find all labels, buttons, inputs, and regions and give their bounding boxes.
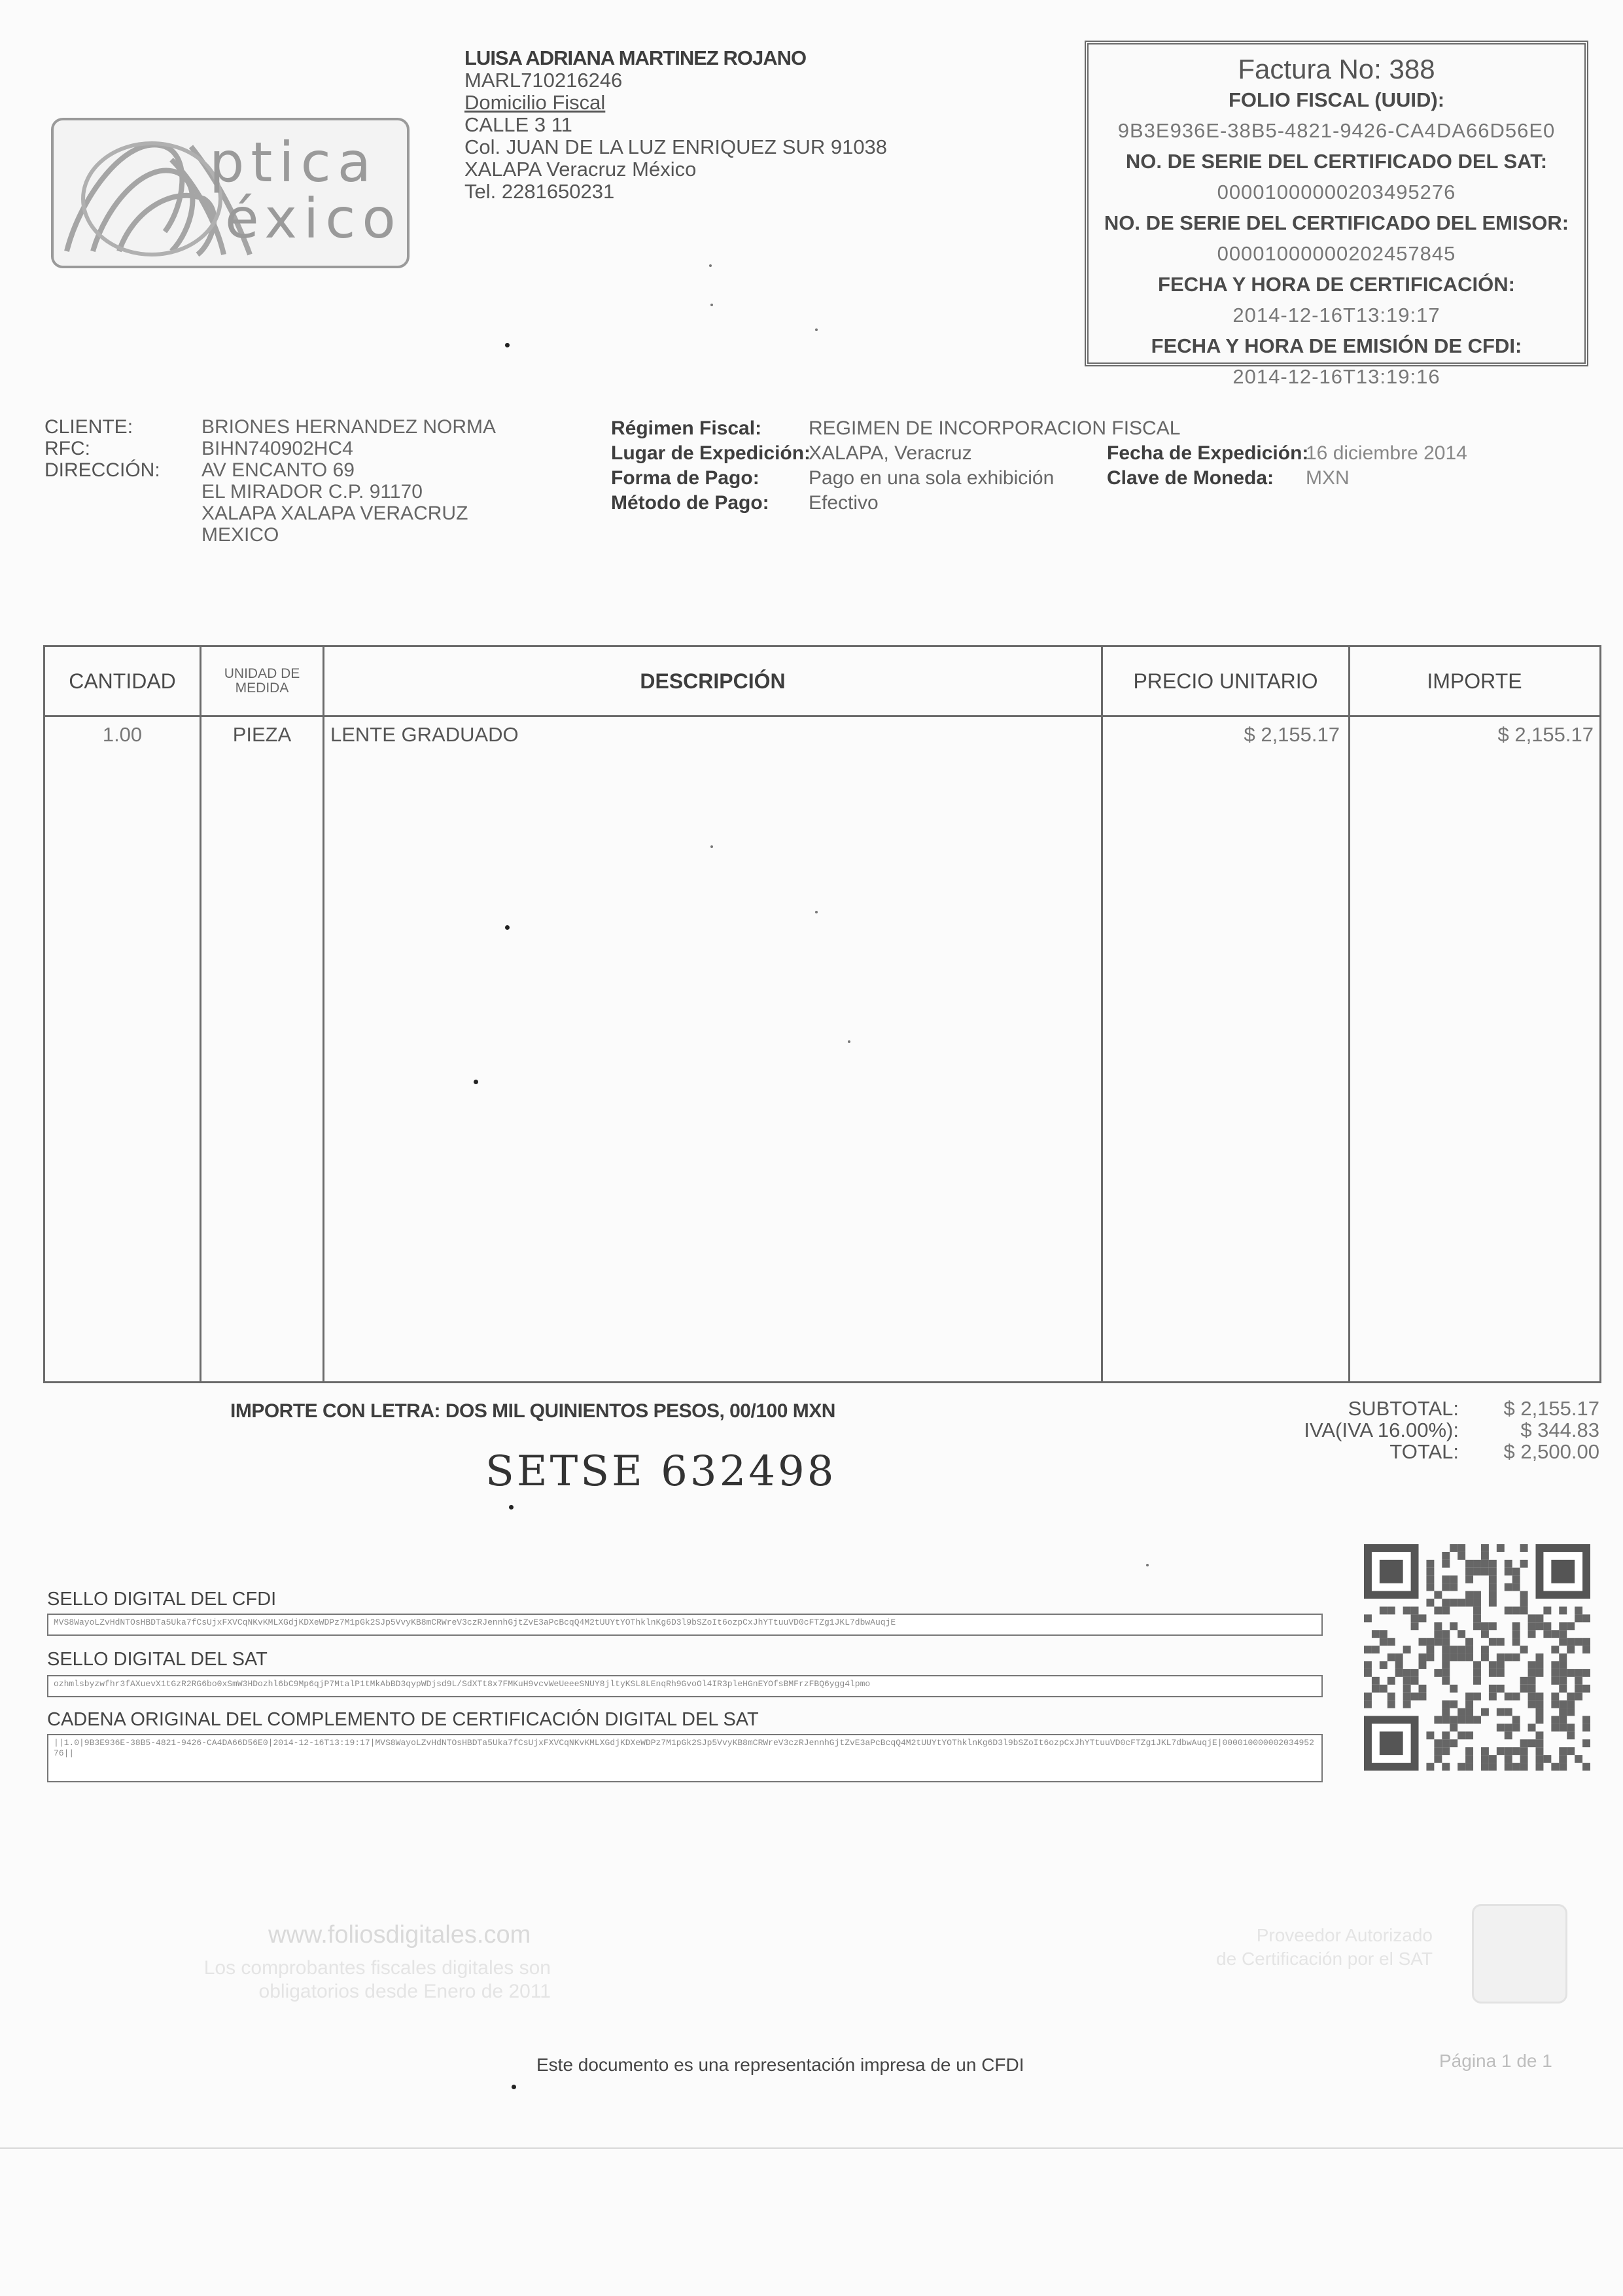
sello-sat-label: SELLO DIGITAL DEL SAT	[47, 1649, 268, 1670]
logo-word-top: ptica	[209, 130, 378, 194]
scan-speck	[512, 2085, 516, 2089]
lugar-label: Lugar de Expedición:	[611, 442, 811, 464]
items-table	[43, 645, 1601, 1383]
direccion-label: DIRECCIÓN:	[44, 459, 160, 481]
emisor-serial-value: 00001000000202457845	[1217, 242, 1456, 265]
subtotal-value: $ 2,155.17	[1503, 1397, 1599, 1420]
header-descripcion: DESCRIPCIÓN	[640, 669, 786, 693]
cadena-original-value: ||1.0|9B3E936E-38B5-4821-9426-CA4DA66D56E0|2014-12-16T13:19:17|MVS8WayoLZvHdNTOsHBDTa5Uka7fCsUjxFXVCqNKvKMLXGdjKDXeWDPz7M1pGk2SJp5VvyKB8mCRWreV3czRJennhGjtZvE3aPcBcqQ4M2tUUYtYOThklnKg6D3l9bSZoIt6ozpCxJhYTtuuVD0cFTZg1JKL7dbwAuqjE|000010000002034952 76||	[47, 1734, 1323, 1782]
row-precio: $ 2,155.17	[1244, 723, 1340, 746]
cliente-label: CLIENTE:	[44, 416, 133, 438]
col-divider	[1101, 647, 1103, 1381]
issuer-city: XALAPA Veracruz México	[464, 158, 697, 181]
scan-speck	[509, 1505, 514, 1510]
domicilio-fiscal-label: Domicilio Fiscal	[464, 91, 606, 114]
issuer-colonia: Col. JUAN DE LA LUZ ENRIQUEZ SUR 91038	[464, 135, 888, 158]
col-divider	[200, 647, 201, 1381]
totals-values	[1465, 1398, 1599, 1462]
qr-code	[1364, 1544, 1590, 1771]
scan-speck	[815, 328, 818, 331]
table-header-divider	[45, 715, 1599, 717]
invoice-number: Factura No: 388	[1238, 54, 1435, 84]
invoice-info-box	[1085, 41, 1588, 388]
cadena-original-label: CADENA ORIGINAL DEL COMPLEMENTO DE CERTIFICACIÓN DIGITAL DEL SAT	[47, 1709, 759, 1730]
total-label: TOTAL:	[1389, 1440, 1459, 1463]
regimen-label: Régimen Fiscal:	[611, 417, 762, 439]
issuer-name: LUISA ADRIANA MARTINEZ ROJANO	[464, 46, 807, 69]
client-labels	[44, 416, 160, 481]
header-importe: IMPORTE	[1427, 669, 1522, 693]
fiscal-labels	[611, 416, 811, 516]
emisor-serial-label: NO. DE SERIE DEL CERTIFICADO DEL EMISOR:	[1104, 211, 1569, 234]
scan-speck	[1146, 1564, 1149, 1566]
lugar-value: XALAPA, Veracruz	[809, 442, 972, 464]
subtotal-label: SUBTOTAL:	[1348, 1397, 1459, 1420]
metodo-value: Efectivo	[809, 492, 879, 514]
row-descripcion: LENTE GRADUADO	[330, 723, 519, 746]
footer-rule	[0, 2147, 1623, 2149]
row-unidad: PIEZA	[232, 723, 292, 746]
client-address-line4: MEXICO	[201, 524, 279, 546]
sello-cfdi-value: MVS8WayoLZvHdNTOsHBDTa5Uka7fCsUjxFXVCqNKvKMLXGdjKDXeWDPz7M1pGk2SJp5VvyKB8mCRWreV3czRJennhGjtZvE3aPcBcqQ4M2tUUYtYOThklnKg6D3l9bSZoIt6ozpCxJhYTtuuVD0cFTZg1JKL7dbwAuqjE	[47, 1614, 1323, 1636]
col-divider	[323, 647, 324, 1381]
sello-sat-value: ozhmlsbyzwfhr3fAXuevX1tGzR2RG6bo0xSmW3HDozhl6bC9Mp6qjP7MtalP1tMkAbBD3qypWDjsd9L/SdXTt8x7FMKuH9vcvWeUeeeSNUY8jltyKSL8LEnqRh9GvoOl4IR3pleHGnEYOfsBMFrzFBQ6ygg4lpmo	[47, 1675, 1323, 1697]
issuer-block	[464, 47, 1053, 203]
issuer-phone: Tel. 2281650231	[464, 180, 615, 203]
col-divider	[1348, 647, 1350, 1381]
client-values	[201, 416, 568, 546]
issuer-rfc: MARL710216246	[464, 69, 623, 92]
amount-in-words: IMPORTE CON LETRA: DOS MIL QUINIENTOS PESOS, 00/100 MXN	[230, 1400, 835, 1422]
header-cantidad: CANTIDAD	[69, 669, 176, 693]
client-name: BRIONES HERNANDEZ NORMA	[201, 416, 497, 438]
sello-cfdi-label: SELLO DIGITAL DEL CFDI	[47, 1589, 277, 1610]
row-cantidad: 1.00	[102, 723, 143, 746]
scan-speck	[710, 304, 713, 306]
iva-label: IVA(IVA 16.00%):	[1304, 1419, 1459, 1441]
footer-faded-right1: Proveedor Autorizado	[1256, 1925, 1433, 1945]
expedition-labels	[1107, 441, 1308, 491]
fecha-expedicion-label: Fecha de Expedición:	[1107, 442, 1309, 464]
footer-note: Este documento es una representación impresa de un CFDI	[536, 2055, 1024, 2075]
footer-faded-line1: Los comprobantes fiscales digitales son	[203, 1957, 551, 1979]
footer-faded-right2: de Certificación por el SAT	[1216, 1949, 1433, 1969]
rfc-label: RFC:	[44, 438, 90, 459]
sat-serial-value: 00001000000203495276	[1217, 181, 1456, 203]
cert-datetime-value: 2014-12-16T13:19:17	[1232, 304, 1440, 327]
scan-speck	[815, 911, 818, 913]
scan-speck	[474, 1080, 478, 1084]
sat-serial-label: NO. DE SERIE DEL CERTIFICADO DEL SAT:	[1125, 150, 1548, 173]
emision-datetime-value: 2014-12-16T13:19:16	[1232, 365, 1440, 388]
folio-fiscal-value: 9B3E936E-38B5-4821-9426-CA4DA66D56E0	[1117, 119, 1556, 142]
scan-speck	[505, 925, 510, 930]
client-address-line2: EL MIRADOR C.P. 91170	[201, 481, 423, 503]
handwritten-note: SETSE 632498	[485, 1447, 837, 1496]
client-address-line1: AV ENCANTO 69	[201, 459, 355, 481]
optica-mexico-logo	[51, 118, 410, 268]
logo-word-bottom: éxico	[225, 186, 402, 251]
iva-value: $ 344.83	[1520, 1419, 1599, 1441]
clave-moneda-label: Clave de Moneda:	[1107, 467, 1274, 489]
issuer-street: CALLE 3 11	[464, 113, 572, 136]
footer-faded-text	[178, 1956, 551, 2004]
forma-value: Pago en una sola exhibición	[809, 467, 1055, 489]
scan-speck	[710, 845, 713, 848]
forma-label: Forma de Pago:	[611, 467, 759, 489]
cert-datetime-label: FECHA Y HORA DE CERTIFICACIÓN:	[1158, 273, 1515, 296]
client-address-line3: XALAPA XALAPA VERACRUZ	[201, 503, 468, 524]
footer-faded-line2: obligatorios desde Enero de 2011	[258, 1981, 551, 2002]
clave-moneda-value: MXN	[1306, 467, 1350, 489]
regimen-value: REGIMEN DE INCORPORACION FISCAL	[809, 417, 1181, 439]
footer-provider-text	[1125, 1924, 1433, 1971]
scan-speck	[848, 1040, 850, 1043]
client-rfc: BIHN740902HC4	[201, 438, 353, 459]
folio-fiscal-label: FOLIO FISCAL (UUID):	[1228, 88, 1445, 111]
header-precio-unitario: PRECIO UNITARIO	[1133, 669, 1318, 693]
metodo-label: Método de Pago:	[611, 492, 769, 514]
total-value: $ 2,500.00	[1503, 1440, 1599, 1463]
emision-datetime-label: FECHA Y HORA DE EMISIÓN DE CFDI:	[1151, 334, 1522, 357]
footer-site: www.foliosdigitales.com	[268, 1921, 531, 1949]
sat-seal-icon	[1472, 1904, 1567, 2004]
fecha-expedicion-value: 16 diciembre 2014	[1306, 442, 1467, 464]
header-unidad: UNIDAD DE MEDIDA	[224, 666, 300, 696]
scan-speck	[505, 343, 510, 347]
page-number: Página 1 de 1	[1439, 2051, 1552, 2071]
row-importe: $ 2,155.17	[1497, 723, 1594, 746]
expedition-values	[1306, 441, 1467, 491]
scan-speck	[709, 264, 712, 267]
totals-labels	[1230, 1398, 1459, 1462]
